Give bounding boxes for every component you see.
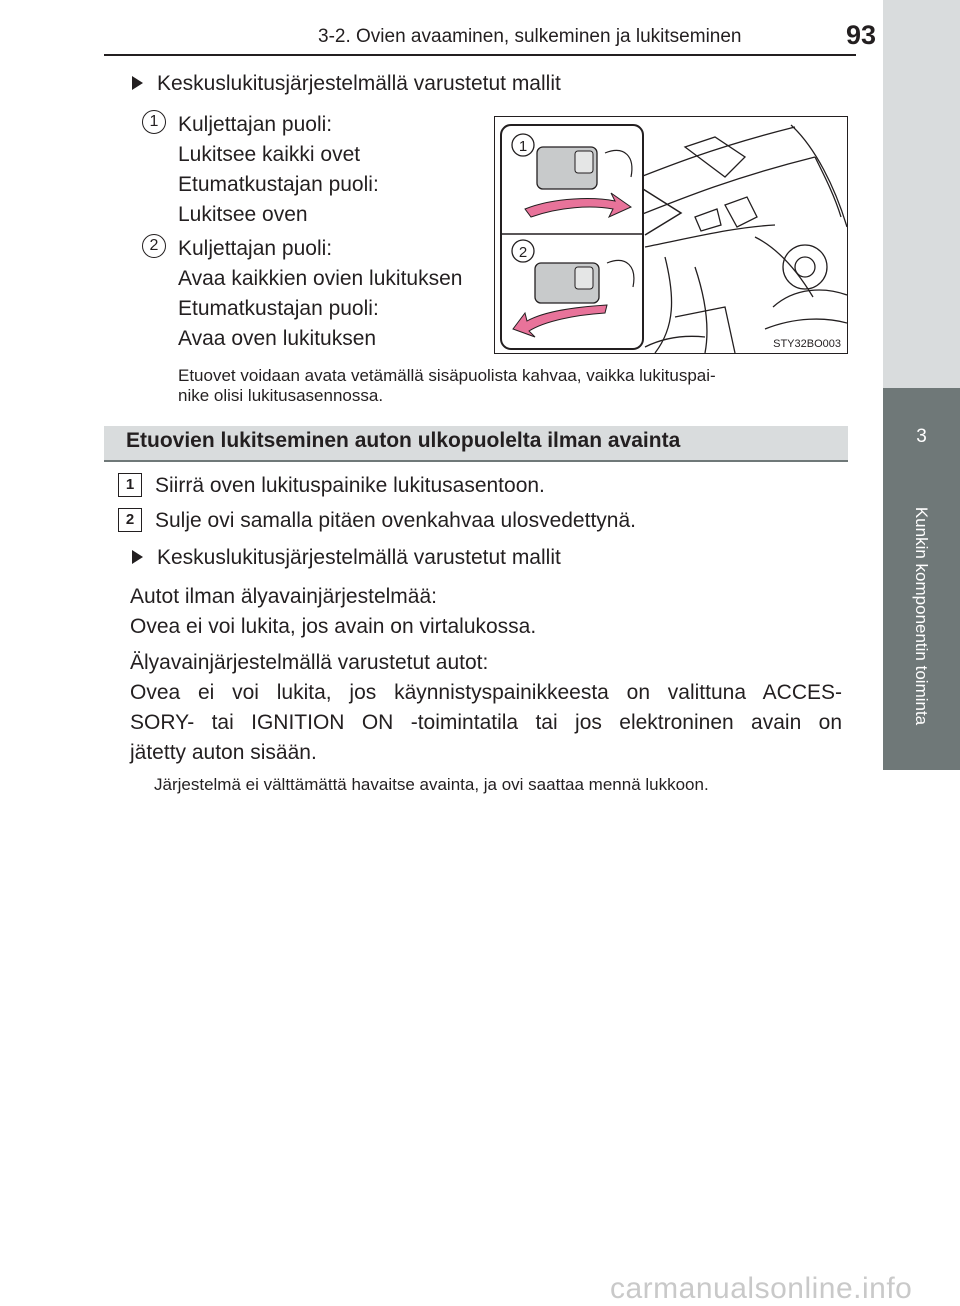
watermark: carmanualsonline.info — [610, 1272, 913, 1305]
para-line: Älyavainjärjestelmällä varustetut autot: — [130, 651, 489, 674]
para-line: jätetty auton sisään. — [130, 741, 317, 764]
bullet-heading-text: Keskuslukitusjärjestelmällä varustetut mallit — [157, 546, 561, 569]
section-heading-band — [104, 426, 848, 462]
interior-lines — [615, 125, 847, 353]
bullet-heading-text: Keskuslukitusjärjestelmällä varustetut mallit — [157, 72, 561, 95]
page-number: 93 — [846, 20, 877, 50]
section-heading: Etuovien lukitseminen auton ulkopuolelta ilman avainta — [126, 429, 681, 452]
section1-note — [178, 366, 848, 406]
header-rule — [104, 54, 856, 56]
item-line: Lukitsee oven — [178, 203, 308, 226]
section-title: 3-2. Ovien avaaminen, sulkeminen ja lukitseminen — [318, 26, 742, 47]
illustration-drawing — [495, 117, 848, 354]
bullet-heading-2 — [132, 546, 561, 570]
item-line: Etumatkustajan puoli: — [178, 173, 379, 196]
item-2-text — [178, 234, 462, 354]
item-line: Avaa kaikkien ovien lukituksen — [178, 267, 463, 290]
callout-label-1: 1 — [518, 138, 528, 155]
chapter-side-tab — [883, 0, 960, 1305]
item-line: Kuljettajan puoli: — [178, 113, 333, 136]
item-line: Lukitsee kaikki ovet — [178, 143, 361, 166]
paragraph-smart-key — [130, 648, 842, 768]
step-number-1: 1 — [118, 473, 142, 497]
figure-code: STY32BO003 — [773, 338, 841, 350]
note-line: Etuovet voidaan avata vetämällä sisäpuolista kahvaa, vaikka lukituspai- — [178, 366, 716, 385]
chapter-number: 3 — [916, 426, 927, 447]
step-number-2: 2 — [118, 508, 142, 532]
note-line: nike olisi lukitusasennossa. — [178, 386, 384, 405]
section2-note: Järjestelmä ei välttämättä havaitse avainta, ja ovi saattaa mennä lukkoon. — [154, 775, 709, 794]
para-line: Autot ilman älyavainjärjestelmää: — [130, 585, 437, 608]
side-tab-top — [883, 0, 960, 388]
step-1-text: Siirrä oven lukituspainike lukitusasentoon. — [155, 474, 545, 497]
item-1-text — [178, 110, 379, 230]
triangle-bullet-icon — [132, 76, 143, 90]
para-line: Ovea ei voi lukita, jos avain on virtalukossa. — [130, 615, 537, 638]
callout-number-1: 1 — [142, 110, 166, 134]
item-line: Avaa oven lukituksen — [178, 327, 377, 350]
bullet-heading-1 — [132, 72, 561, 96]
door-lock-switch-illustration — [494, 116, 848, 354]
item-line: Kuljettajan puoli: — [178, 237, 333, 260]
item-line: Etumatkustajan puoli: — [178, 297, 379, 320]
chapter-title: Kunkin komponentin toiminta — [912, 506, 931, 726]
para-line: SORY- tai IGNITION ON -toimintatila tai jos elektroninen avain on — [130, 711, 842, 734]
triangle-bullet-icon — [132, 550, 143, 564]
step-2-text: Sulje ovi samalla pitäen ovenkahvaa ulosvedettynä. — [155, 509, 636, 532]
callout-label-2: 2 — [518, 244, 528, 261]
paragraph-no-smart-key — [130, 582, 842, 642]
para-line: Ovea ei voi lukita, jos käynnistyspainikkeesta on valittuna ACCES- — [130, 681, 842, 704]
callout-number-2: 2 — [142, 234, 166, 258]
